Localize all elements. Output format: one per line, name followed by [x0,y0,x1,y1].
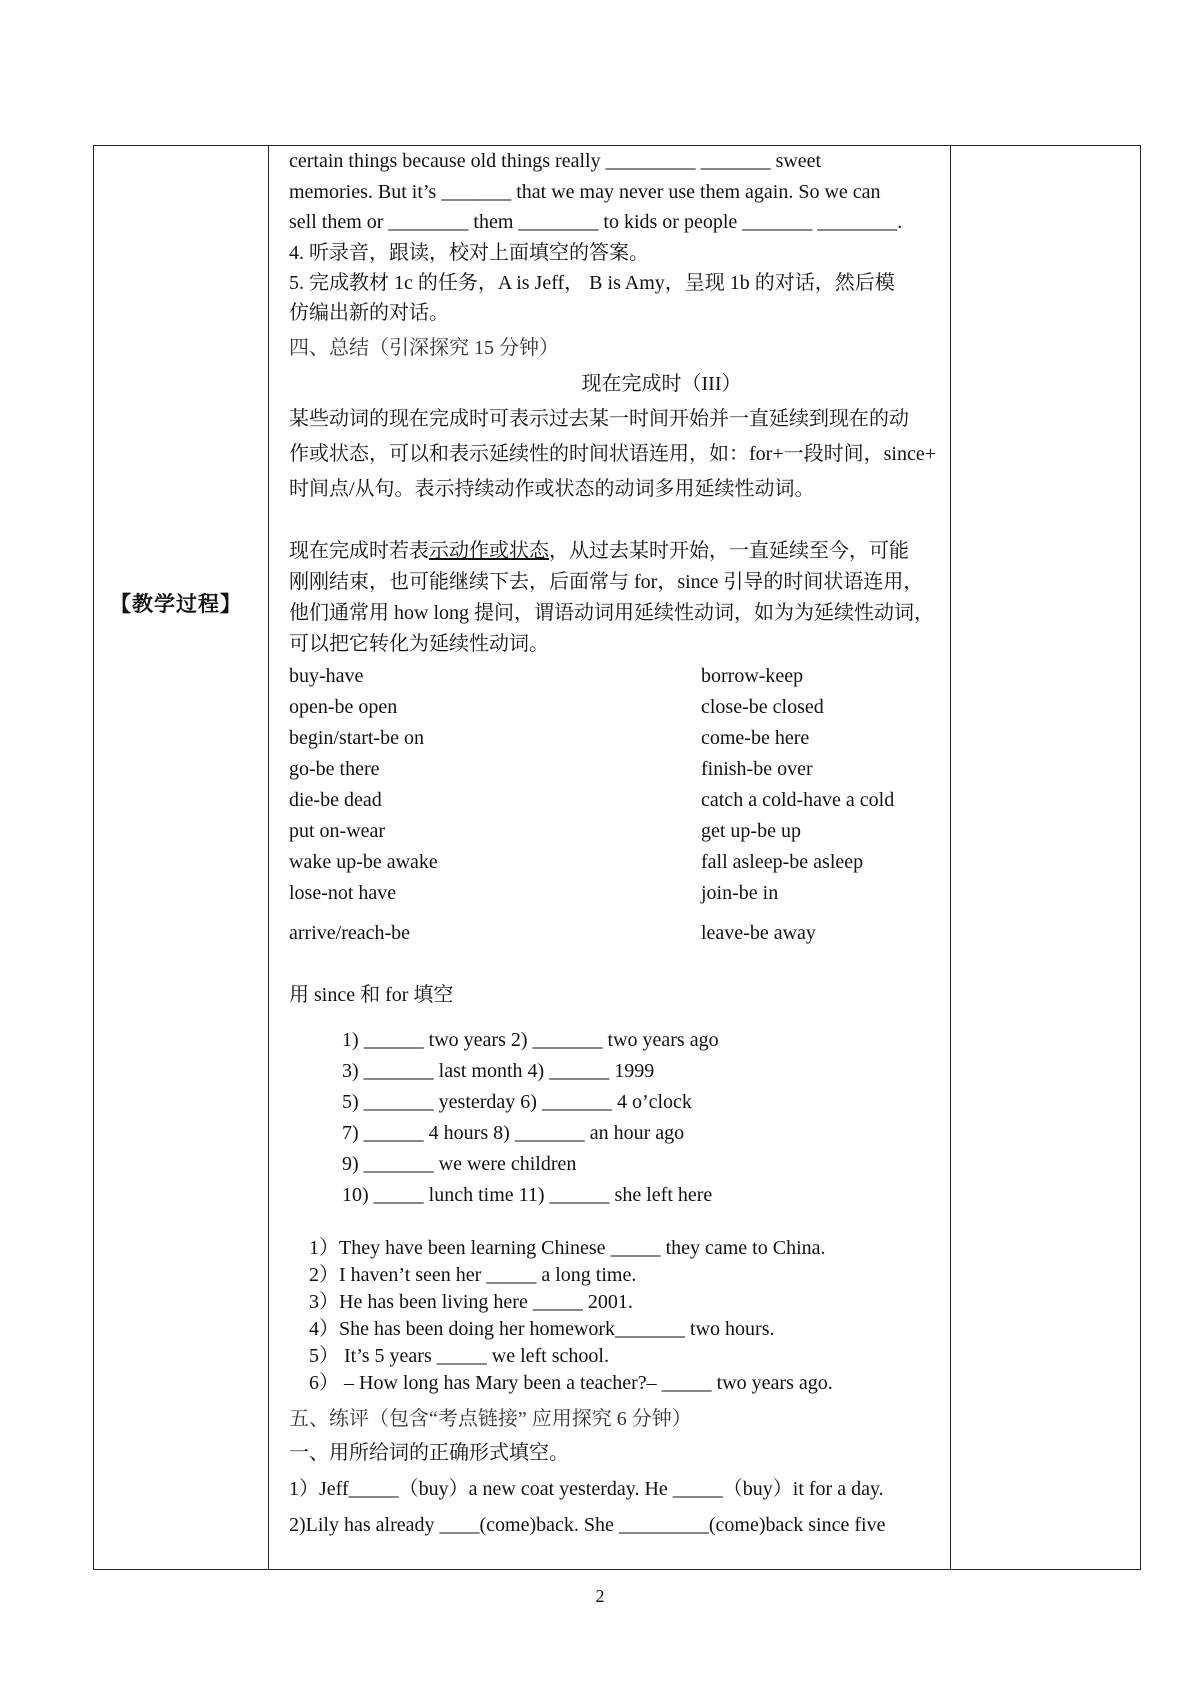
sentence-item: 5） It’s 5 years _____ we left school. [309,1345,609,1367]
verb-pair-left: open-be open [289,696,398,718]
exercise-item: 1) ______ two years 2) _______ two years ago [342,1029,719,1051]
sentence-item: 2）I haven’t seen her _____ a long time. [309,1264,637,1286]
practice-heading: 五、练评（包含“考点链接” 应用探究 6 分钟） [289,1408,692,1430]
sentence-item: 3）He has been living here _____ 2001. [309,1291,633,1313]
verb-pair-left: die-be dead [289,789,382,811]
step-item: 5. 完成教材 1c 的任务，A is Jeff， B is Amy，呈现 1b 的对话，然后模 [289,272,895,294]
step-item: 4. 听录音，跟读，校对上面填空的答案。 [289,242,649,264]
grammar-text: 作或状态，可以和表示延续性的时间状语连用，如：for+一段时间，since+ [289,443,936,465]
verb-pair-left: put on-wear [289,820,386,842]
verb-pair-right: get up-be up [701,820,801,842]
practice-subheading: 一、用所给词的正确形式填空。 [289,1442,569,1464]
grammar-text: 现在完成时若表示动作或状态，从过去某时开始，一直延续至今，可能 [289,540,909,562]
passage-line: memories. But it’s _______ that we may never use them again. So we can [289,181,881,203]
grammar-text: 时间点/从句。表示持续动作或状态的动词多用延续性动词。 [289,478,815,500]
step-item: 仿编出新的对话。 [289,302,449,324]
lesson-table [93,145,1141,1570]
page-number: 2 [595,1586,605,1606]
verb-pair-right: come-be here [701,727,810,749]
passage-line: sell them or ________ them ________ to kids or people _______ ________. [289,211,903,233]
verb-pair-left: begin/start-be on [289,727,424,749]
verb-pair-right: finish-be over [701,758,813,780]
grammar-text: 刚刚结束，也可能继续下去，后面常与 for，since 引导的时间状语连用， [289,571,924,593]
verb-pair-right: borrow-keep [701,665,804,687]
sentence-item: 4）She has been doing her homework_______ two hours. [309,1318,775,1340]
grammar-title: 现在完成时（III） [581,373,742,395]
exercise-heading: 用 since 和 for 填空 [289,984,454,1006]
lesson-content [279,146,1044,1569]
verb-pair-left: arrive/reach-be [289,922,411,944]
column-divider [268,146,269,1569]
exercise-item: 9) _______ we were children [342,1153,577,1175]
sentence-item: 6） – How long has Mary been a teacher?– _____ two years ago. [309,1372,833,1394]
exercise-item: 7) ______ 4 hours 8) _______ an hour ago [342,1122,685,1144]
sentence-item: 1）They have been learning Chinese _____ they came to China. [309,1237,826,1259]
verb-pair-left: go-be there [289,758,380,780]
verb-pair-right: join-be in [701,882,779,904]
grammar-text: 他们通常用 how long 提问，谓语动词用延续性动词，如为为延续性动词， [289,602,934,624]
verb-pair-right: fall asleep-be asleep [701,851,864,873]
passage-line: certain things because old things really _________ _______ sweet [289,150,822,172]
verb-pair-right: close-be closed [701,696,824,718]
exercise-item: 3) _______ last month 4) ______ 1999 [342,1060,655,1082]
summary-heading: 四、总结（引深探究 15 分钟） [289,337,559,359]
verb-pair-left: buy-have [289,665,364,687]
exercise-item: 5) _______ yesterday 6) _______ 4 o’clock [342,1091,692,1113]
verb-pair-left: lose-not have [289,882,397,904]
grammar-text: 某些动词的现在完成时可表示过去某一时间开始并一直延续到现在的动 [289,408,909,430]
verb-pair-right: catch a cold-have a cold [701,789,895,811]
exercise-item: 10) _____ lunch time 11) ______ she left here [342,1184,713,1206]
section-label: 【教学过程】 [110,592,242,616]
practice-item: 1）Jeff_____（buy）a new coat yesterday. He _____（buy）it for a day. [289,1478,884,1500]
practice-item: 2)Lily has already ____(come)back. She _________(come)back since five [289,1514,886,1536]
grammar-text: 可以把它转化为延续性动词。 [289,633,549,655]
underlined-phrase: 示动作或状态 [429,540,549,562]
verb-pair-right: leave-be away [701,922,816,944]
verb-pair-left: wake up-be awake [289,851,438,873]
